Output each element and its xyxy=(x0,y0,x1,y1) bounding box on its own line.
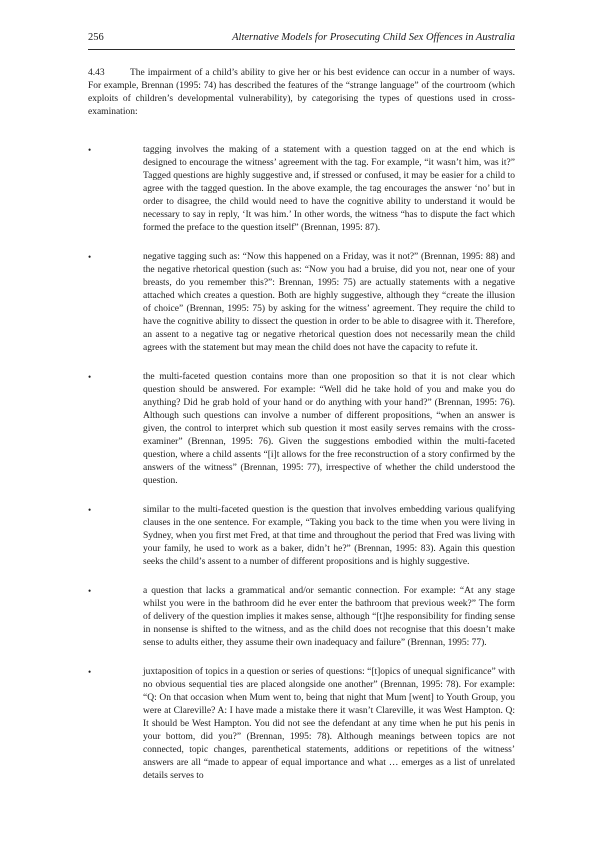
bullet-icon: • xyxy=(88,505,92,515)
paragraph-text: The impairment of a child’s ability to give her or his best evidence can occur in a number of ways. For example, Brennan (1995: 74) has described the features of the “strange language” of the courtroom (which exploits of children’s developmental vulnerability), by categorising the types of questions used in cross-examination: xyxy=(88,68,515,117)
bullet-item-embedded-clauses xyxy=(88,504,515,569)
bullet-text: a question that lacks a grammatical and/or semantic connection. For example: “At any stage whilst you were in the bathroom did he ever enter the bathroom that previous week?” The form of delivery of the question implies it makes sense, although “[t]he responsibility for finding sense in nonsense is shifted to the witness, and as the child does not recognise that this doesn’t make sense to adults either, they assume their own inadequacy and failure” (Brennan, 1995: 77). xyxy=(143,586,515,648)
running-title: Alternative Models for Prosecuting Child Sex Offences in Australia xyxy=(232,32,515,43)
bullet-icon: • xyxy=(88,372,92,382)
bullet-icon: • xyxy=(88,252,92,262)
bullet-icon: • xyxy=(88,586,92,596)
bullet-text: tagging involves the making of a statement with a question tagged on at the end which is designed to encourage the witness’ agreement with the tag. For example, “it wasn’t him, was it?” Tagged questions are highly suggestive and, if stressed or confused, it may be easier for a child to agree with the tagged question. In the above example, the tag encourages the answer ‘no’ but in order to disagree, the child would need to have the cognitive ability to understand it would be necessary to say in reply, ‘It was him.’ In other words, the witness “has to dispute the fact which formed the preface to the question itself” (Brennan, 1995: 87). xyxy=(143,145,515,233)
bullet-text: negative tagging such as: “Now this happened on a Friday, was it not?” (Brennan, 1995: 88) and the negative rhetorical question (such as: “Now you had a bruise, did you not, near one of your breasts, do you remember this?”: Brennan, 1995: 75) are actually statements with a negative attached which creates a question. Both are highly suggestive, although they “create the illusion of choice” (Brennan, 1995: 75) by asking for the witness’ agreement. They require the child to have the cognitive ability to dissect the question in order to be able to disagree with it. Therefore, an assent to a negative tag or negative rhetorical question does not necessarily mean the child agrees with the statement but may mean the child does not have the capacity to refute it. xyxy=(143,252,515,353)
bullet-text: the multi-faceted question contains more than one proposition so that it is not clear which question should be answered. For example: “Well did he take hold of you and make you do anything? Did he grab hold of your hand or do anything with your hand?” (Brennan, 1995: 76). Although such questions can involve a number of different propositions, “when an answer is given, the control to interpret which sub question it most easily serves remains with the cross-examiner” (Brennan, 1995: 76). Given the suggestions embodied within the multi-faceted question, where a child assents “[i]t allows for the free reconstruction of a story confirmed by the answers of the witness” (Brennan, 1995: 77), irrespective of whether the child understood the question. xyxy=(143,372,515,486)
bullet-icon: • xyxy=(88,145,92,155)
paragraph-number: 4.43 xyxy=(88,68,105,78)
page-header xyxy=(88,32,515,50)
bullet-item-tagging xyxy=(88,144,515,235)
bullet-text: similar to the multi-faceted question is the question that involves embedding various qualifying clauses in the one sentence. For example, “Taking you back to the time when you were living in Sydney, when you first met Fred, at that time and throughout the period that Fred was living with your family, he used to work as a baker, didn’t he?” (Brennan, 1995: 83). Again this question seeks the child’s assent to a number of different propositions and is highly suggestive. xyxy=(143,505,515,567)
bullet-item-no-connection xyxy=(88,585,515,650)
paragraph-4-43 xyxy=(88,67,515,119)
bullet-item-multi-faceted xyxy=(88,371,515,488)
bullet-icon: • xyxy=(88,667,92,677)
bullet-item-negative-tagging xyxy=(88,251,515,355)
bullet-text: juxtaposition of topics in a question or series of questions: “[t]opics of unequal significance” with no obvious sequential ties are placed alongside one another” (Brennan, 1995: 78). For example: “Q: On that occasion when Mum went to, being that night that Mum [went] to Youth Group, you were at Clareville? A: I have made a mistake there it wasn’t Clareville, it was West Hampton. Q: It should be West Hampton. You did not see the defendant at any time when he put his penis in your bottom, did you?” (Brennan, 1995: 78). Although meanings between topics are not connected, topic changes, parenthetical statements, additions or repetitions of the witness’ answers are all “made to appear of equal importance and what … emerges as a list of unrelated details serves to xyxy=(143,667,515,781)
bullet-item-juxtaposition xyxy=(88,666,515,783)
page-number: 256 xyxy=(88,32,104,43)
document-body xyxy=(88,67,515,783)
